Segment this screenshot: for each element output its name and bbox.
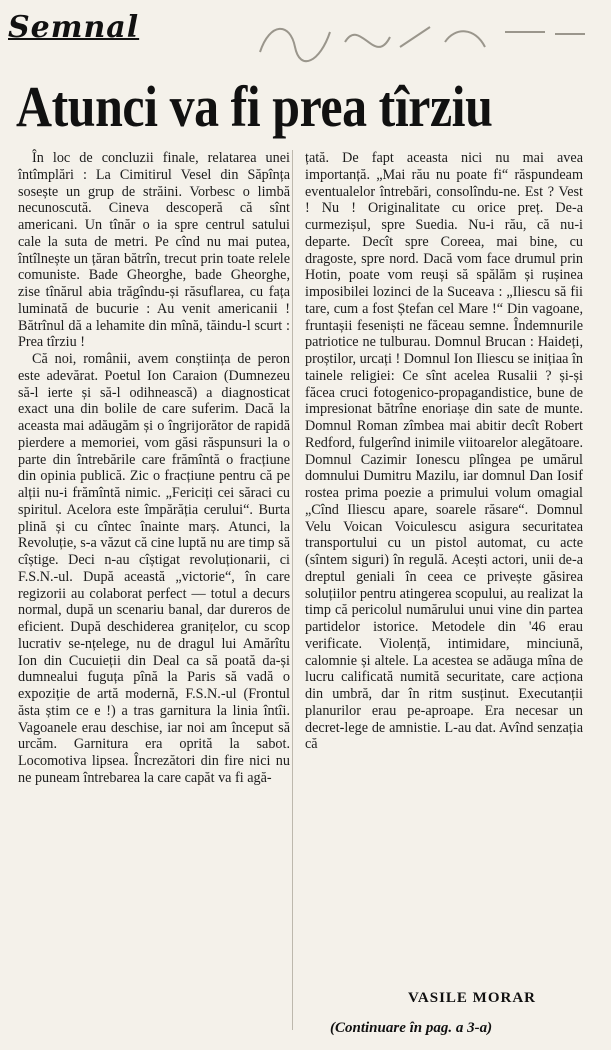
paragraph: În loc de concluzii finale, relatarea unei întîmplări : La Cimitirul Vesel din Săpînța sosește un grup de străini. Vorbesc o limbă necunoscută. Cineva descoperă că sînt americani. Un tînăr o ia spre centrul satului cale la suta de metri. Pe cînd nu mai putea, întîlnește un țăran bătrîn, trecut prin toate relele comuniste. Bade Gheorghe, bade Gheorghe, zise tînărul abia trăgîndu-și răsuflarea, cu fața luminată de bucurie : Au venit americanii ! Bătrînul dă a lehamite din mînă, tăindu-l scurt : Prea tîrziu ! (18, 150, 290, 351)
paragraph: Că noi, românii, avem conștiința de peron este adevărat. Poetul Ion Caraion (Dumnezeu să-l ierte și să-l odihnească) a diagnosticat exact una din bolile de care suferim. Dacă la aceasta mai adăugăm și o îngrijorător de rapidă pierdere a memoriei, vom găsi răspunsuri la o parte din întrebările care frămîntă o fracțiune din opinia publică. Zic o fracțiune pentru că pe alții nu-i frămîntă nimic. „Fericiți cei săraci cu spiritul. Acelora este împărăția cerului“. Burta plină și cu cîntec înainte marș. Atunci, la Revoluție, s-a văzut că cine luptă nu are timp să cîștige. Deci n-au cîștigat revoluționarii, ci F.S.N.-ul. După această „victorie“, în care regizorii au colaborat perfect — totul a decurs normal, după un scenariu banal, dar dureros de eficient. După deschiderea granițelor, cu scop lucrativ se-nțelege, nu de dragul lui Amărîtu Ion din Cucuieții din Deal ca să poată da-și dumnealui fuguța pînă la Paris să vadă o expoziție de artă modernă, F.S.N.-ul (Frontul ăsta știm ce e !) a tras garnitura la linia întîi. Vagoanele erau deschise, iar noi am început să urcăm. Garnitura era oprită la sabot. Locomotiva lipsea. Încrezători din fire nici nu ne puneam întrebarea la care capăt va fi agă- (18, 351, 290, 786)
paragraph: țată. De fapt aceasta nici nu mai avea importanță. „Mai rău nu poate fi“ răspundeam eventualelor întrebări, consolîndu-ne. Est ? Vest ! Nu ! Originalitate cu orice preț. De-a curmezișul, spre Suedia. Nu-i rău, că nu-i departe. Decît spre Coreea, mai bine, cu dragoste, spre nord. Dacă vom face drumul prin Hotin, poate vom reuși să spălăm și rușinea imposibilei lozinci de la Suceava : „Iliescu să fii tare, cum a fost Ștefan cel Mare !“ Din vagoane, fruntașii feseniști ne făceau semne. Îndemnurile patriotice ne tulburau. Domnul Brucan : Haideți, proștilor, urcați ! Domnul Ion Iliescu se inițiaa în tainele religiei: Ce sînt acelea Rusalii ? și-și făcea cruci fotogenico-propagandistice, bune de impresionat bătrîne enoriașe din sate de munte. Domnul Roman zîmbea mai abitir decît Robert Redford, fulgerînd inimile viitoarelor alegătoare. Domnul Cazimir Ionescu plîngea pe umărul domnului Dumitru Mazilu, iar domnul Dan Iosif rostea prima poezie a primului volum omagial „Cînd Iliescu apare, soarele răsare“. Domnul Velu Voican Voiculescu asigura securitatea transportului cu un pistol automat, cu acte (sîntem siguri) în regulă. Acești actori, unii de-a dreptul geniali în ceea ce privește găsirea soluțiilor pentru atingerea scopului, au realizat la timp că pericolul numărului unui vine din partea partidelor istorice. Metodele din '46 erau verificate. Violență, intimidare, minciună, calomnie și altele. La acestea se adăuga mîna de lucru calificată numită securitate, care acționa din umbră, dar în ritm susținut. Executanții planurilor erau pe-aproape. Era necesar un decret-lege de amnistie. L-au dat. Avînd senzația că (305, 150, 583, 753)
continuation-note: (Continuare în pag. a 3-a) (330, 1020, 493, 1036)
article-column-left (18, 150, 290, 787)
column-divider (292, 150, 293, 1030)
article-column-right (305, 150, 583, 753)
section-label: Semnal (8, 10, 140, 45)
headline: Atunci va fi prea tîrziu (16, 74, 493, 139)
author-signature: VASILE MORAR (408, 990, 536, 1006)
handwritten-scribble (250, 12, 600, 72)
